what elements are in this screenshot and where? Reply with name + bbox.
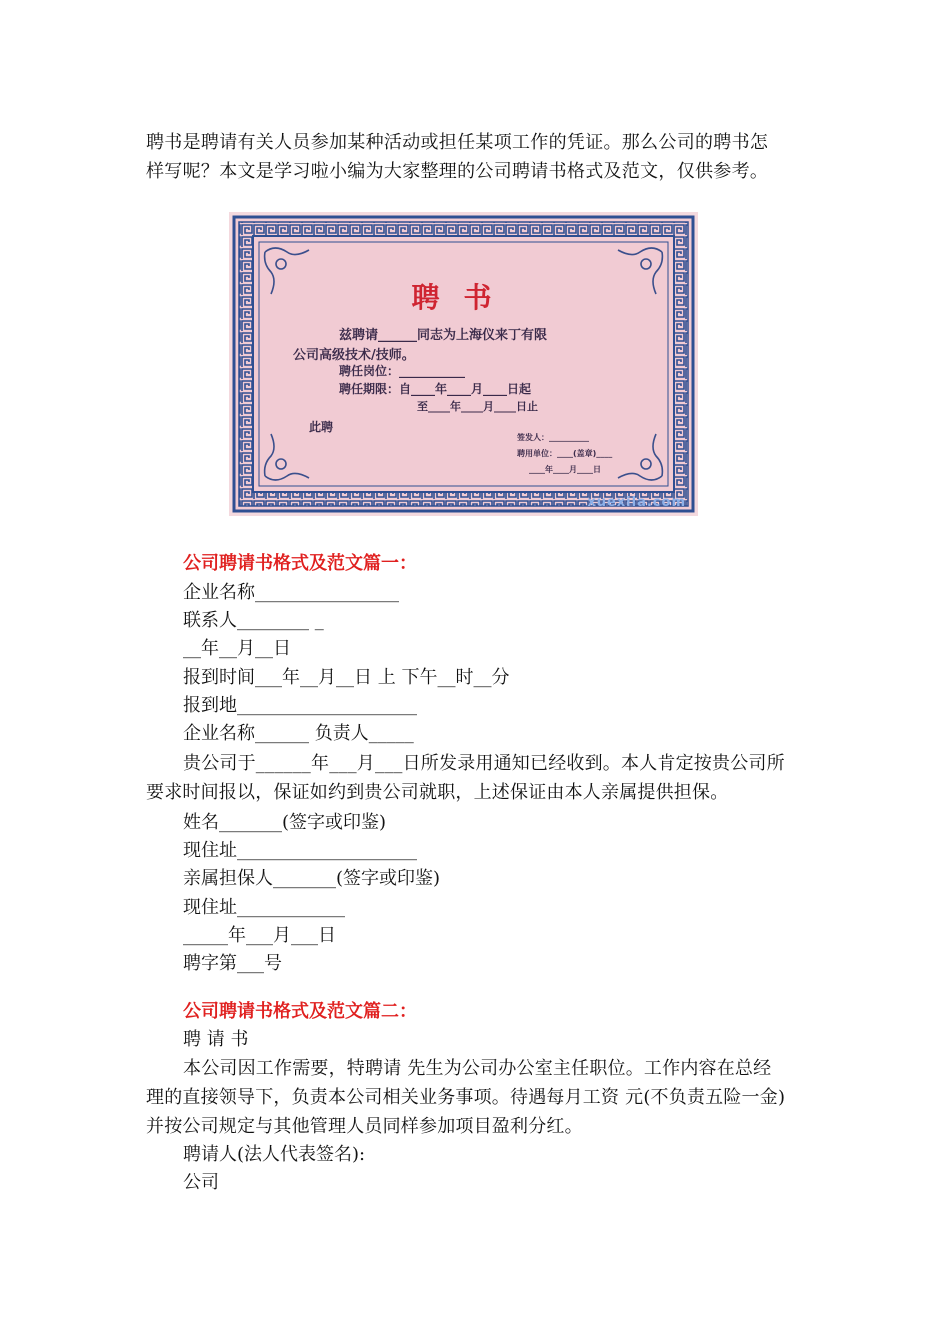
certificate-line-2: 公司高级技术/技师。 <box>293 348 415 363</box>
form-line: 聘字第___号 <box>183 953 282 974</box>
section-1-paragraph: 贵公司于______年___月___日所发录用通知已经收到。本人肯定按贵公司所要求时间报以，保证如约到贵公司就职，上述保证由本人亲属提供担保。 <box>146 753 785 803</box>
form-line: 现住址____________________ <box>183 840 417 861</box>
certificate-image <box>229 212 698 516</box>
certificate-signer: 签发人：__________ <box>517 433 589 442</box>
certificate-line-5: 至____年____月____日止 <box>417 400 538 413</box>
certificate-line-1: 兹聘请______同志为上海仪来丁有限 <box>339 328 548 343</box>
form-line: 报到时间___年__月__日 上 下午__时__分 <box>183 667 510 688</box>
section-1-heading: 公司聘请书格式及范文篇一： <box>183 553 417 574</box>
form-line: _____年___月___日 <box>183 925 336 946</box>
form-line: __年__月__日 <box>183 638 291 659</box>
intro-paragraph: 聘书是聘请有关人员参加某种活动或担任某项工作的凭证。那么公司的聘书怎样写呢？本文是学习啦小编为大家整理的公司聘请书格式及范文，仅供参考。 <box>146 132 769 182</box>
form-line: 公司 <box>183 1172 219 1193</box>
watermark: xuexila.com <box>587 495 686 510</box>
certificate-date: ____年____月____日 <box>529 465 601 474</box>
form-line: 报到地____________________ <box>183 695 417 716</box>
form-line: 联系人________ _ <box>183 610 324 631</box>
form-line: 亲属担保人_______(签字或印鉴) <box>183 868 441 889</box>
certificate-title: 聘书 <box>411 281 516 314</box>
form-line: 企业名称______ 负责人_____ <box>183 723 414 744</box>
certificate-line-4: 聘任期限：自____年____月____日起 <box>339 382 532 396</box>
section-2-title: 聘 请 书 <box>183 1029 249 1050</box>
certificate-line-3: 聘任岗位：___________ <box>339 364 466 378</box>
section-2-heading: 公司聘请书格式及范文篇二： <box>183 1001 417 1022</box>
form-line: 聘请人(法人代表签名): <box>183 1144 366 1165</box>
form-line: 现住址____________ <box>183 897 345 918</box>
certificate-closing: 此聘 <box>309 420 334 434</box>
certificate-unit: 聘用单位：____(盖章)____ <box>517 449 613 458</box>
form-line: 企业名称________________ <box>183 582 399 603</box>
section-2-paragraph: 本公司因工作需要，特聘请 先生为公司办公室主任职位。工作内容在总经理的直接领导下，负责本公司相关业务事项。待遇每月工资 元(不负责五险一金)并按公司规定与其他管理人员同样参加项目盈利分红。 <box>146 1058 786 1137</box>
form-line: 姓名_______(签字或印鉴) <box>183 812 387 833</box>
